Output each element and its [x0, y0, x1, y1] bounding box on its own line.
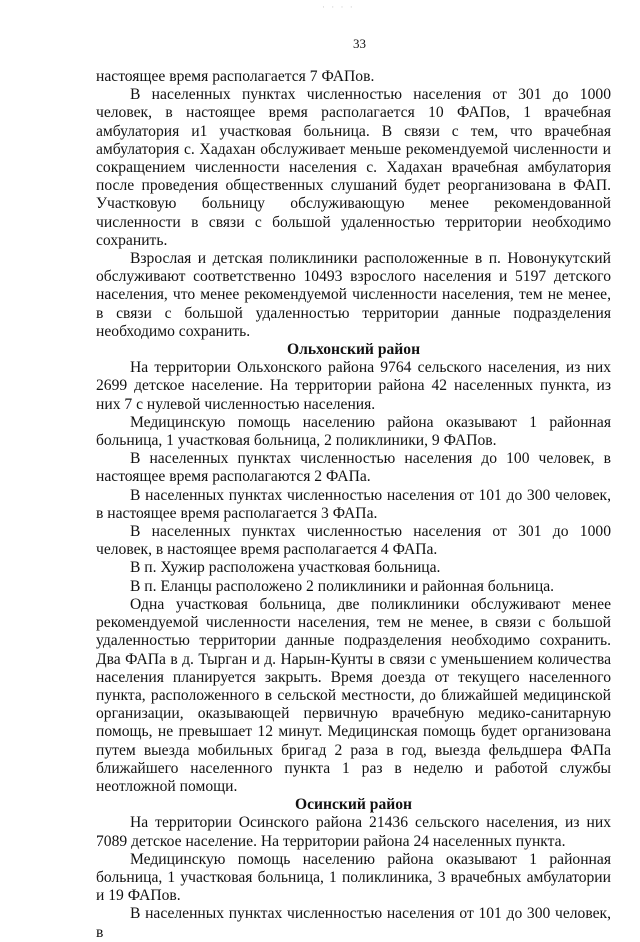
- paragraph: В населенных пунктах численностью населения от 101 до 300 человек, в настоящее время располагается 3 ФАПа.: [96, 486, 611, 522]
- paragraph: Взрослая и детская поликлиники расположенные в п. Новонукутский обслуживают соответственно 10493 взрослого населения и 5197 детского населения, что менее рекомендуемой численности населения, тем не менее, в связи с большой удаленностью территории данные подразделения необходимо сохранить.: [96, 250, 611, 340]
- paragraph: В населенных пунктах численностью населения от 301 до 1000 человек, в настоящее время располагается 10 ФАПов, 1 врачебная амбулатория и1 участковая больница. В связи с тем, что врачебная амбулатория с. Хадахан обслуживает меньше рекомендуемой численности и сокращением численности населения с. Хадахан врачебная амбулатория после проведения общественных слушаний будет реорганизована в ФАП. Участковую больницу обслуживающую менее рекомендованной численности в связи с большой удаленностью территории необходимо сохранить.: [96, 86, 611, 249]
- paragraph: В населенных пунктах численностью населения до 100 человек, в настоящее время располагаются 2 ФАПа.: [96, 450, 611, 486]
- paragraph: Одна участковая больница, две поликлиники обслуживают менее рекомендуемой численности населения, тем не менее, в связи с большой удаленностью территории данные подразделения необходимо сохранить. Два ФАПа в д. Тырган и д. Нарын-Кунты в связи с уменьшением количества населения планируется закрыть. Время доезда от текущего населенного пункта, расположенного в сельской местности, до ближайшей медицинской организации, оказывающей первичную врачебную медико-санитарную помощь, не превышает 12 минут. Медицинская помощь будет организована путем выезда мобильных бригад 2 раза в год, выезда фельдшера ФАПа ближайшего населенного пункта 1 раз в неделю и работой службы неотложной помощи.: [96, 595, 611, 795]
- page-number: 33: [353, 36, 366, 51]
- scan-artifact: · · · ·: [322, 2, 355, 12]
- paragraph: настоящее время располагается 7 ФАПов.: [96, 68, 375, 85]
- paragraph: В населенных пунктах численностью населения от 301 до 1000 человек, в настоящее время располагается 4 ФАПа.: [96, 523, 611, 559]
- paragraph: В п. Еланцы расположено 2 поликлиники и районная больница.: [130, 577, 555, 595]
- document-page: [96, 34, 611, 942]
- document-body: [96, 68, 611, 942]
- section-heading: Осинский район: [294, 796, 413, 814]
- paragraph: В населенных пунктах численностью населения от 101 до 300 человек, в: [96, 905, 611, 941]
- section-heading: Ольхонский район: [286, 341, 421, 359]
- paragraph: В п. Хужир расположена участковая больница.: [130, 559, 441, 577]
- paragraph: На территории Ольхонского района 9764 сельского населения, из них 2699 детское население. На территории района 42 населенных пункта, из них 7 с нулевой численностью населения.: [96, 359, 611, 413]
- paragraph: Медицинскую помощь населению района оказывают 1 районная больница, 1 участковая больница, 2 поликлиники, 9 ФАПов.: [96, 413, 611, 450]
- paragraph: Медицинскую помощь населению района оказывают 1 районная больница, 1 участковая больница, 1 поликлиника, 3 врачебных амбулатории и 19 ФАПов.: [96, 850, 611, 905]
- paragraph: На территории Осинского района 21436 сельского населения, из них 7089 детское население. На территории района 24 населенных пункта.: [96, 814, 611, 850]
